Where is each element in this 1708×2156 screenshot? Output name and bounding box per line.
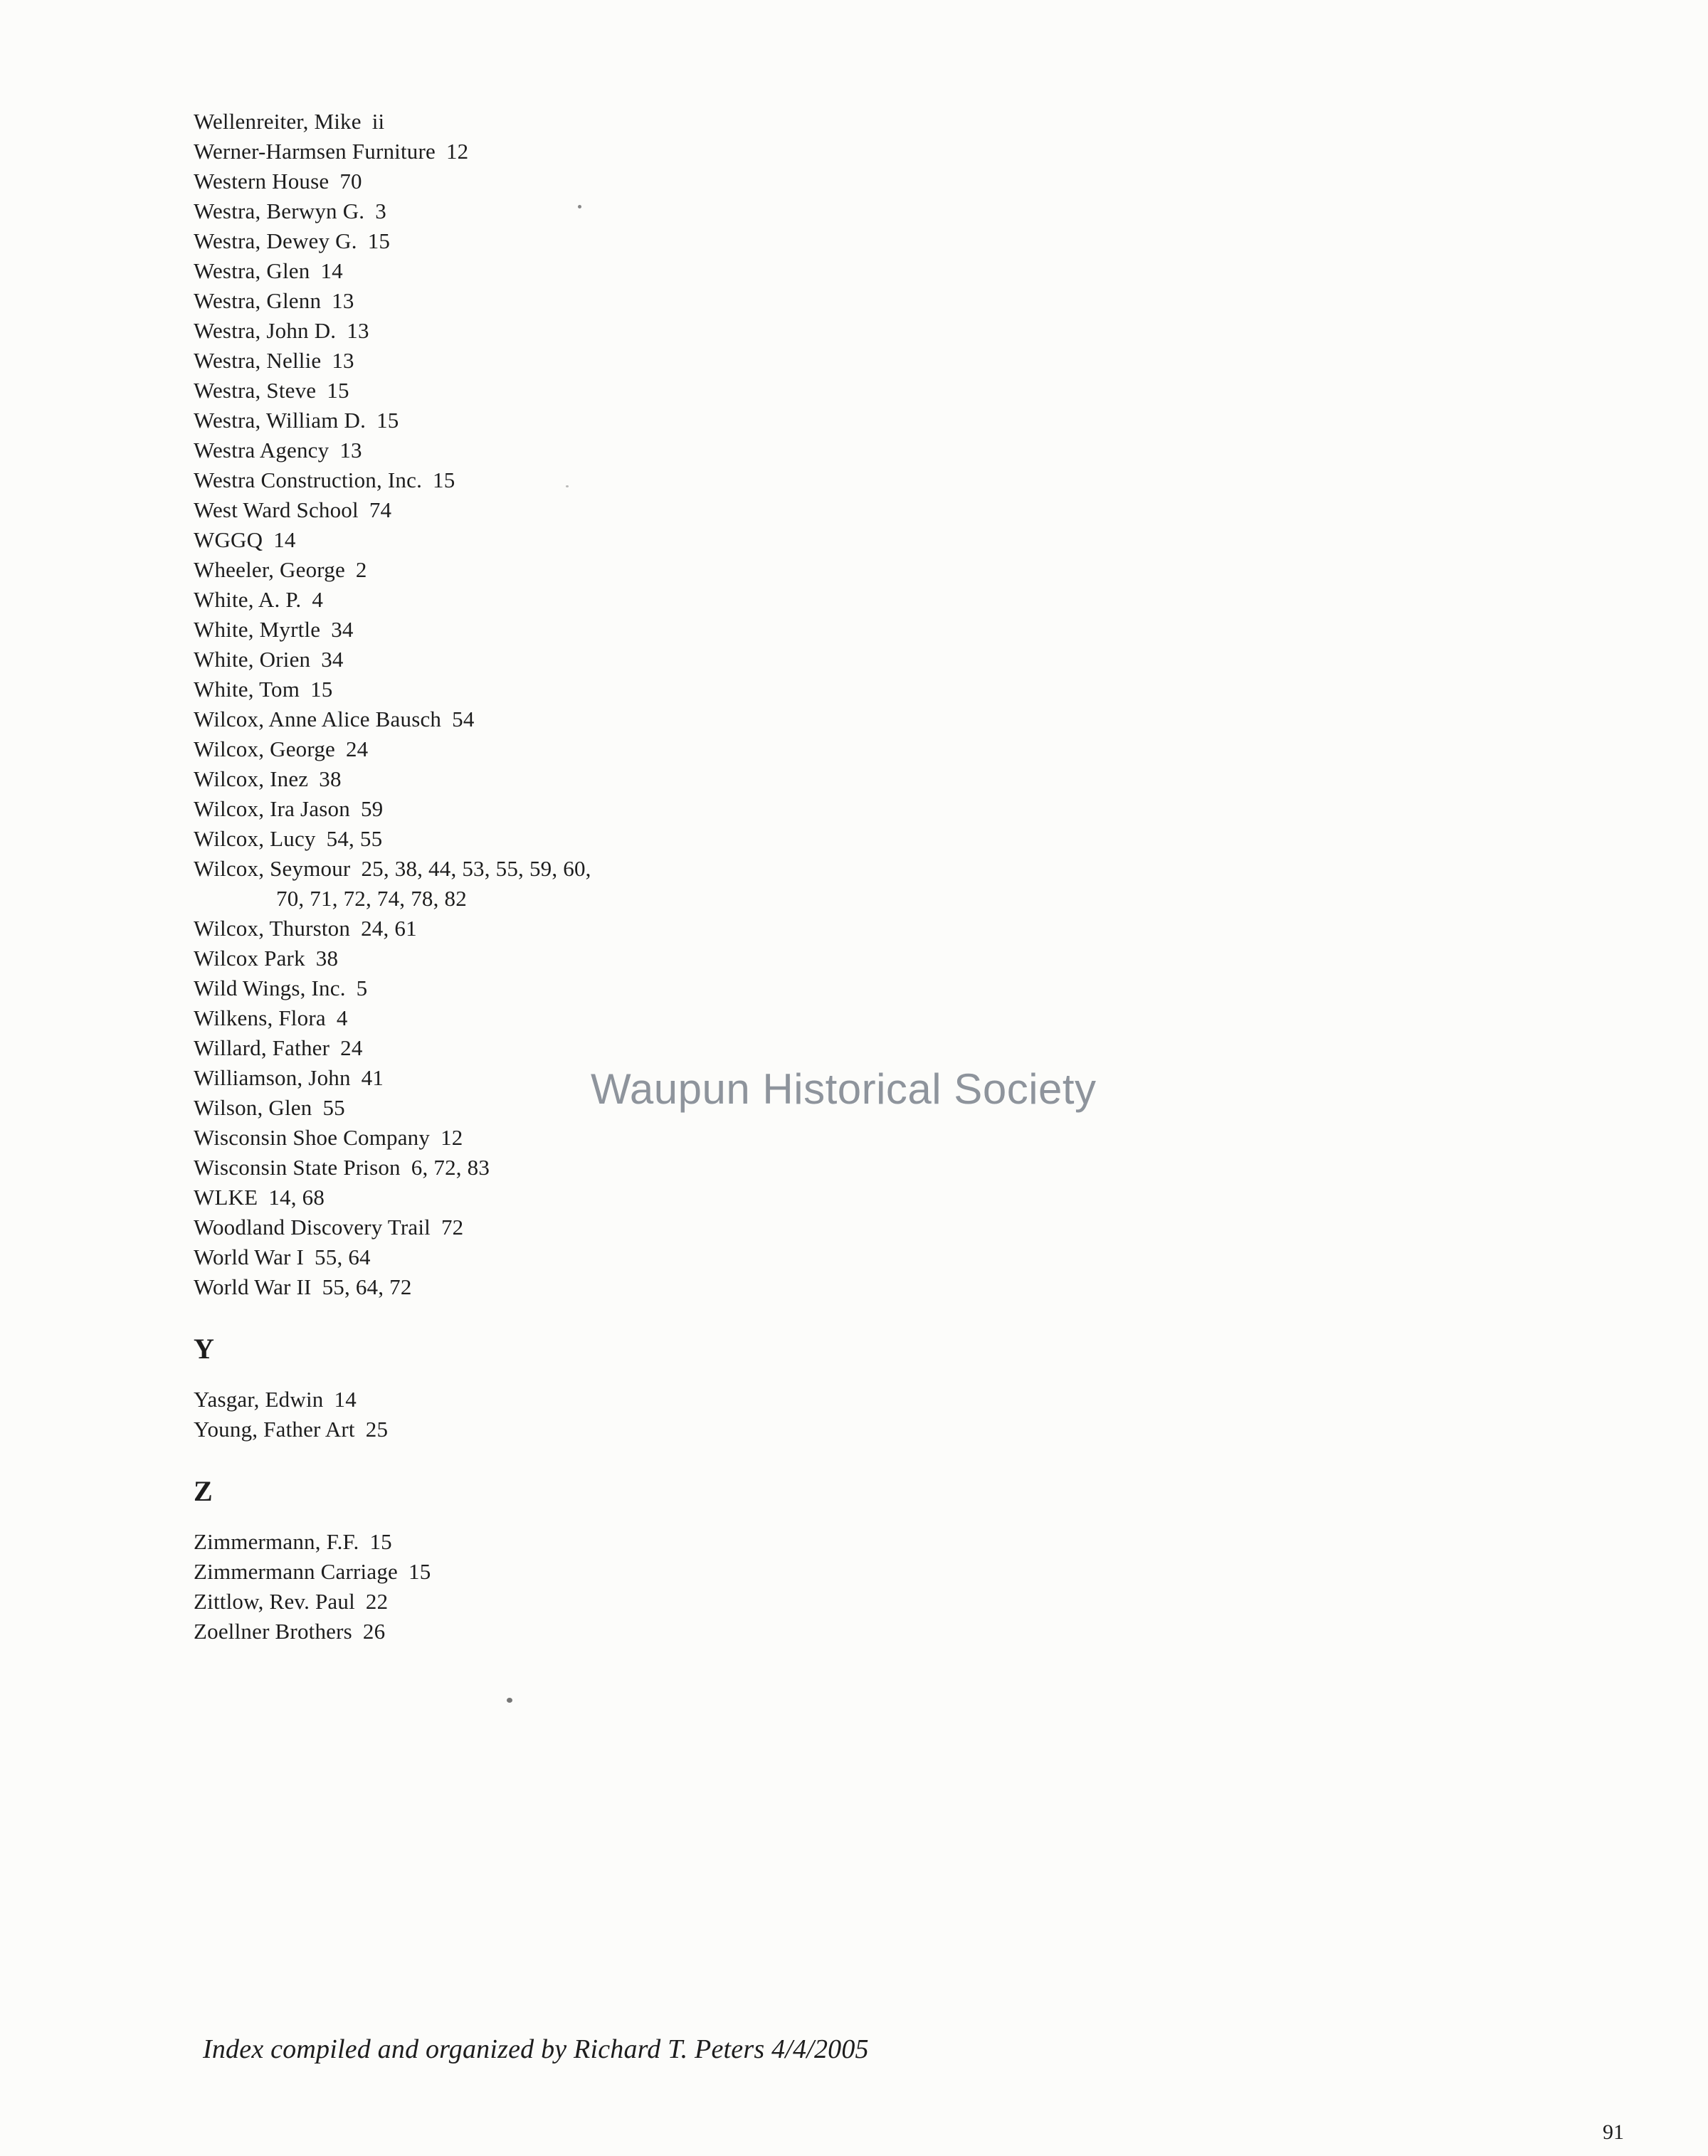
scan-speck [578, 205, 581, 208]
entry-label: Wilcox, George [194, 736, 335, 761]
entry-pages: 15 [310, 677, 333, 702]
entry-pages: 14, 68 [268, 1185, 325, 1210]
entry-label: Westra, William D. [194, 408, 367, 433]
section-heading-y: Y [194, 1333, 215, 1365]
entry-label: Westra, Nellie [194, 348, 322, 373]
index-entry [194, 1557, 1261, 1587]
entry-label: White, Myrtle [194, 617, 321, 642]
index-entry [194, 1033, 1261, 1063]
entry-label: White, Tom [194, 677, 300, 702]
entry-label: Zoellner Brothers [194, 1619, 352, 1644]
entry-pages: 24, 61 [361, 916, 417, 941]
index-entry [194, 435, 1261, 465]
entry-label: Wilcox Park [194, 946, 305, 971]
index-entry [194, 1123, 1261, 1153]
index-entry [194, 226, 1261, 256]
entry-label: Wheeler, George [194, 557, 345, 582]
index-entry [194, 286, 1261, 316]
entry-pages: 12 [446, 139, 469, 164]
index-entry [194, 1093, 1261, 1123]
index-entry [194, 167, 1261, 196]
entry-pages: 15 [327, 378, 349, 403]
entry-pages: 5 [356, 976, 368, 1000]
section-heading-z: Z [194, 1475, 214, 1507]
entry-label: Zittlow, Rev. Paul [194, 1589, 355, 1614]
entry-pages: 6, 72, 83 [411, 1155, 490, 1180]
index-entry [194, 1212, 1261, 1242]
index-entry [194, 1063, 1261, 1093]
scan-speck [507, 1698, 512, 1703]
entry-label: White, Orien [194, 647, 311, 672]
entry-pages: 14 [320, 258, 343, 283]
entry-pages: 25 [365, 1417, 389, 1442]
entry-label: Yasgar, Edwin [194, 1387, 324, 1412]
entry-pages: 55, 64, 72 [322, 1274, 412, 1299]
index-entry [194, 794, 1261, 824]
entry-label: Westra, Glenn [194, 288, 322, 313]
entry-label: Wilson, Glen [194, 1095, 312, 1120]
entry-label: Westra, Berwyn G. [194, 199, 365, 223]
index-entry [194, 316, 1261, 346]
entry-label: Zimmermann Carriage [194, 1559, 398, 1584]
entry-pages: 14 [334, 1387, 357, 1412]
entry-pages: 2 [355, 557, 367, 582]
index-entry [194, 137, 1261, 167]
entry-label: Wilcox, Lucy [194, 826, 316, 851]
index-entry [194, 764, 1261, 794]
entry-label: Willard, Father [194, 1035, 330, 1060]
page-number: 91 [1603, 2120, 1624, 2144]
entry-label: World War II [194, 1274, 312, 1299]
entry-pages: 13 [332, 348, 354, 373]
entry-pages: 15 [433, 467, 455, 492]
index-entry [194, 1617, 1261, 1647]
watermark-text: Waupun Historical Society [591, 1065, 1097, 1113]
entry-label: Wisconsin State Prison [194, 1155, 401, 1180]
entry-label: Wilcox, Seymour [194, 856, 351, 881]
index-entry [194, 1183, 1261, 1212]
entry-pages: 15 [408, 1559, 431, 1584]
entry-pages: 13 [339, 438, 362, 463]
entry-pages: 41 [361, 1065, 384, 1090]
entry-pages: 55 [322, 1095, 345, 1120]
index-entry [194, 1587, 1261, 1617]
index-entry [194, 1415, 1261, 1444]
index-entry [194, 884, 1261, 914]
entry-label: Westra Construction, Inc. [194, 467, 423, 492]
entry-pages: 74 [369, 497, 392, 522]
entry-pages: 22 [365, 1589, 389, 1614]
index-entry [194, 465, 1261, 495]
entry-pages: 12 [441, 1125, 463, 1150]
entry-pages: 54, 55 [326, 826, 383, 851]
index-entry [194, 107, 1261, 137]
index-entry [194, 256, 1261, 286]
index-entry [194, 675, 1261, 704]
entry-pages: 15 [367, 228, 391, 253]
entry-label: Zimmermann, F.F. [194, 1529, 359, 1554]
entry-label: Westra, Glen [194, 258, 310, 283]
entry-pages: 13 [332, 288, 354, 313]
index-entry [194, 406, 1261, 435]
index-entry [194, 1003, 1261, 1033]
entry-label: World War I [194, 1245, 305, 1269]
entry-pages: 3 [375, 199, 386, 223]
entry-pages: 25, 38, 44, 53, 55, 59, 60, [361, 856, 591, 881]
index-entry [194, 1385, 1261, 1415]
entry-label: WLKE [194, 1185, 258, 1210]
index-entry [194, 1153, 1261, 1183]
scan-speck [566, 485, 569, 487]
entry-pages: 59 [360, 796, 384, 821]
entry-label: Werner-Harmsen Furniture [194, 139, 436, 164]
entry-label: Wilkens, Flora [194, 1005, 326, 1030]
index-entry [194, 914, 1261, 944]
index-entry [194, 555, 1261, 585]
entry-label: Westra, John D. [194, 318, 337, 343]
entry-label: Wisconsin Shoe Company [194, 1125, 431, 1150]
index-entry [194, 704, 1261, 734]
entry-label: Wellenreiter, Mike [194, 109, 362, 134]
entry-label: Westra, Dewey G. [194, 228, 357, 253]
entry-label: Westra, Steve [194, 378, 317, 403]
entry-label: West Ward School [194, 497, 359, 522]
entry-label: Wilcox, Thurston [194, 916, 351, 941]
entry-pages: 34 [321, 647, 344, 672]
entry-label: WGGQ [194, 527, 263, 552]
entry-pages: 38 [319, 766, 342, 791]
index-entry [194, 495, 1261, 525]
index-entry [194, 196, 1261, 226]
footer-note: Index compiled and organized by Richard T. Peters 4/4/2005 [203, 2034, 869, 2064]
entry-label: Williamson, John [194, 1065, 351, 1090]
entry-pages: 13 [347, 318, 369, 343]
entry-pages: ii [371, 109, 385, 134]
index-entry [194, 585, 1261, 615]
entry-pages: 14 [273, 527, 296, 552]
entry-pages: 26 [362, 1619, 386, 1644]
index-list [194, 107, 1261, 1647]
entry-label: Wilcox, Anne Alice Bausch [194, 707, 442, 731]
index-entry [194, 944, 1261, 973]
index-entry [194, 376, 1261, 406]
entry-pages: 15 [376, 408, 399, 433]
entry-label: White, A. P. [194, 587, 302, 612]
entry-label: Western House [194, 169, 330, 194]
entry-pages: 38 [315, 946, 339, 971]
index-entry [194, 1272, 1261, 1302]
entry-pages: 15 [369, 1529, 392, 1554]
index-entry [194, 346, 1261, 376]
index-entry [194, 1242, 1261, 1272]
entry-pages: 70, 71, 72, 74, 78, 82 [276, 886, 467, 911]
index-entry [194, 615, 1261, 645]
index-entry [194, 824, 1261, 854]
entry-pages: 54 [452, 707, 475, 731]
index-entry [194, 973, 1261, 1003]
entry-pages: 34 [331, 617, 354, 642]
index-entry [194, 1527, 1261, 1557]
index-entry [194, 734, 1261, 764]
entry-pages: 55, 64 [315, 1245, 371, 1269]
entry-pages: 70 [339, 169, 362, 194]
entry-pages: 24 [345, 736, 369, 761]
entry-pages: 72 [441, 1215, 464, 1240]
entry-label: Westra Agency [194, 438, 330, 463]
index-entry [194, 645, 1261, 675]
entry-pages: 4 [312, 587, 324, 612]
entry-label: Wilcox, Ira Jason [194, 796, 350, 821]
index-entry [194, 525, 1261, 555]
entry-label: Young, Father Art [194, 1417, 355, 1442]
entry-pages: 4 [336, 1005, 348, 1030]
entry-pages: 24 [340, 1035, 363, 1060]
entry-label: Wilcox, Inez [194, 766, 309, 791]
entry-label: Wild Wings, Inc. [194, 976, 346, 1000]
index-entry [194, 854, 1261, 884]
entry-label: Woodland Discovery Trail [194, 1215, 431, 1240]
